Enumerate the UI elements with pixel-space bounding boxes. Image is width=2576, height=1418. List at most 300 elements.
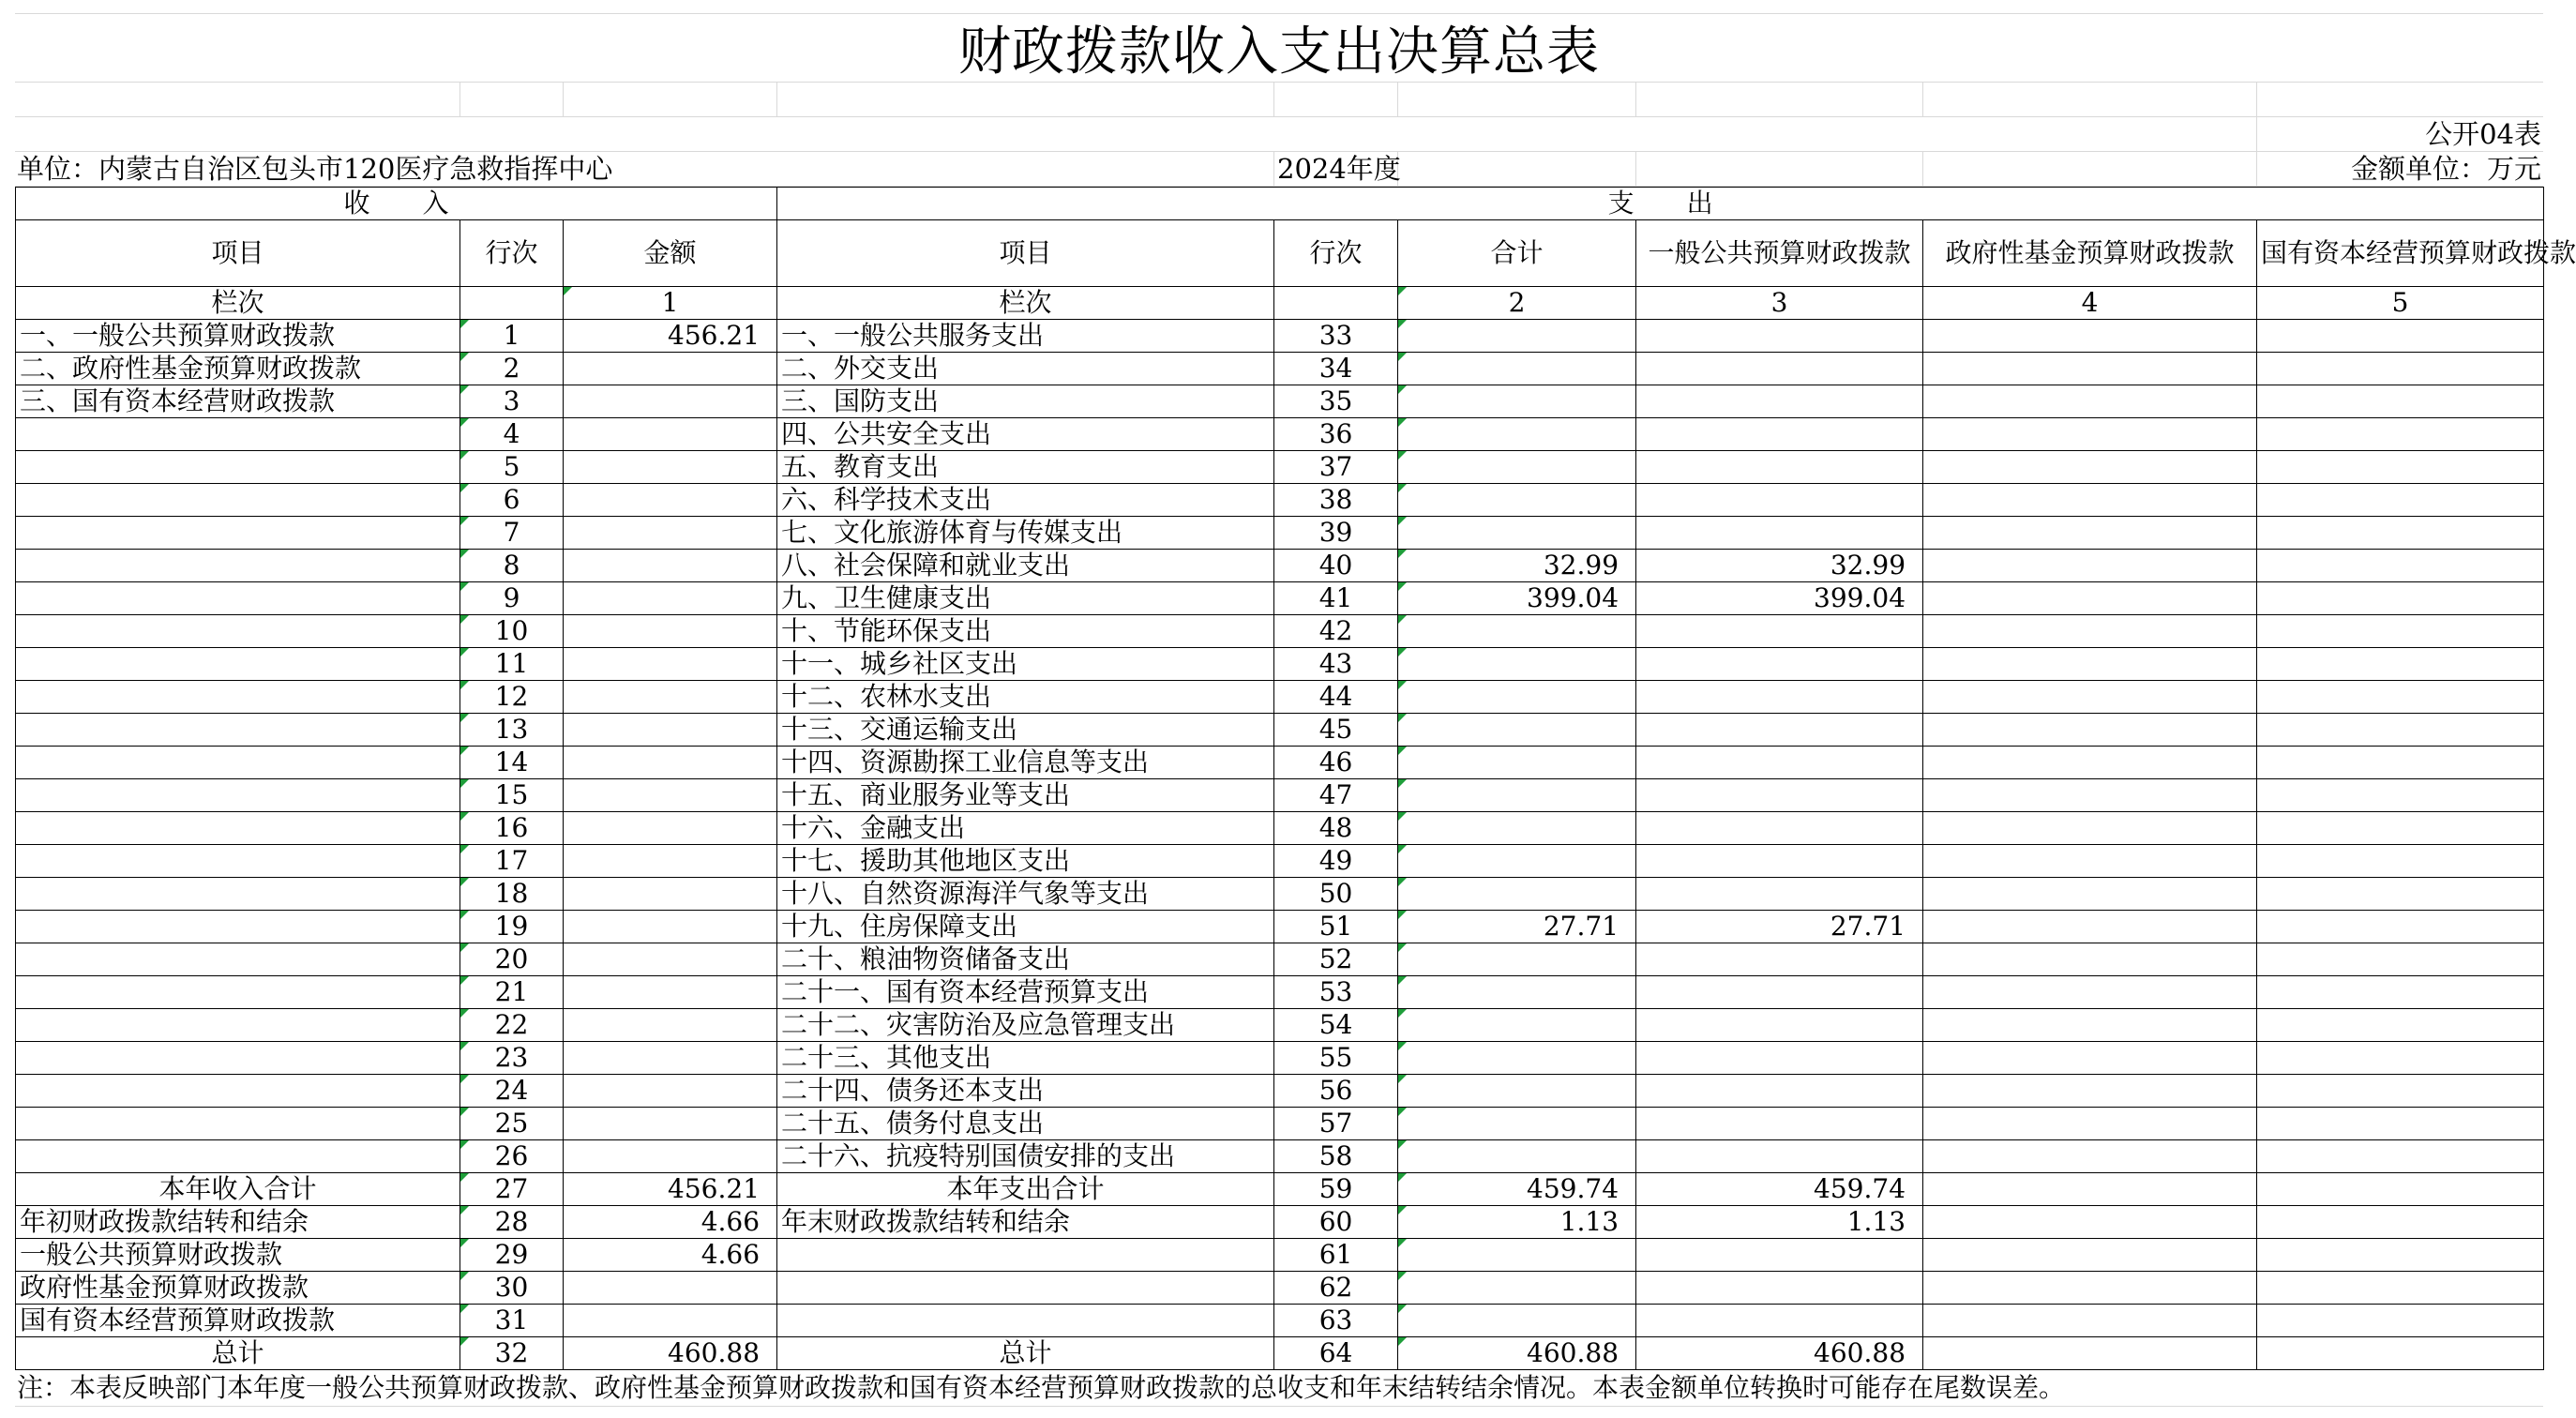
expense-state-capital-budget	[2257, 1173, 2544, 1206]
income-line-no: 3	[460, 385, 564, 418]
col-row-label: 栏次	[16, 287, 460, 320]
form-number: 公开04表	[2425, 118, 2541, 150]
expense-line-no: 33	[1274, 320, 1398, 353]
income-item	[16, 943, 460, 976]
income-line-no: 28	[460, 1206, 564, 1239]
income-amount	[564, 550, 777, 582]
table-row	[16, 714, 2544, 747]
income-item: 政府性基金预算财政拨款	[16, 1272, 460, 1305]
expense-line-no: 54	[1274, 1009, 1398, 1042]
expense-total	[1398, 1075, 1636, 1108]
expense-fund-budget	[1923, 1009, 2257, 1042]
expense-item: 十、节能环保支出	[777, 615, 1274, 648]
expense-item: 三、国防支出	[777, 385, 1274, 418]
expense-state-capital-budget	[2257, 1272, 2544, 1305]
expense-line-no: 52	[1274, 943, 1398, 976]
expense-general-budget	[1636, 648, 1923, 681]
expense-state-capital-budget	[2257, 1009, 2544, 1042]
table-row	[16, 1337, 2544, 1370]
expense-general-budget	[1636, 484, 1923, 517]
expense-line-no: 60	[1274, 1206, 1398, 1239]
income-line-no: 11	[460, 648, 564, 681]
expense-total	[1398, 648, 1636, 681]
expense-state-capital-budget	[2257, 582, 2544, 615]
expense-state-capital-budget	[2257, 615, 2544, 648]
form-number-row	[15, 117, 2543, 152]
table-row	[16, 747, 2544, 779]
expense-total	[1398, 353, 1636, 385]
expense-fund-budget	[1923, 451, 2257, 484]
income-amount: 456.21	[564, 1173, 777, 1206]
table-row	[16, 845, 2544, 878]
expense-state-capital-budget	[2257, 1239, 2544, 1272]
expense-general-budget: 459.74	[1636, 1173, 1923, 1206]
expense-fund-budget	[1923, 779, 2257, 812]
income-amount	[564, 1075, 777, 1108]
income-line-no: 13	[460, 714, 564, 747]
expense-general-budget	[1636, 517, 1923, 550]
expense-fund-budget	[1923, 1140, 2257, 1173]
income-item	[16, 1009, 460, 1042]
expense-line-no: 49	[1274, 845, 1398, 878]
expense-line-no: 35	[1274, 385, 1398, 418]
expense-line-no: 34	[1274, 353, 1398, 385]
table-row	[16, 582, 2544, 615]
expense-general-budget	[1636, 878, 1923, 911]
expense-total	[1398, 714, 1636, 747]
income-line-no: 9	[460, 582, 564, 615]
amount-unit: 金额单位：万元	[2350, 153, 2541, 185]
income-amount	[564, 648, 777, 681]
expense-general-budget	[1636, 1305, 1923, 1337]
expense-state-capital-budget	[2257, 517, 2544, 550]
col-row-total-no: 2	[1398, 287, 1636, 320]
income-amount	[564, 878, 777, 911]
income-item: 年初财政拨款结转和结余	[16, 1206, 460, 1239]
expense-state-capital-budget	[2257, 779, 2544, 812]
income-line-no: 20	[460, 943, 564, 976]
income-line-no: 8	[460, 550, 564, 582]
expense-item: 七、文化旅游体育与传媒支出	[777, 517, 1274, 550]
table-row	[16, 648, 2544, 681]
expense-general-budget	[1636, 320, 1923, 353]
expense-state-capital-budget	[2257, 1140, 2544, 1173]
expense-fund-budget	[1923, 418, 2257, 451]
expense-fund-budget	[1923, 550, 2257, 582]
income-line-no: 22	[460, 1009, 564, 1042]
expense-fund-budget	[1923, 976, 2257, 1009]
table-row	[16, 943, 2544, 976]
income-amount	[564, 385, 777, 418]
expense-line-no: 44	[1274, 681, 1398, 714]
expense-total	[1398, 1140, 1636, 1173]
expense-fund-budget	[1923, 320, 2257, 353]
income-line-no: 7	[460, 517, 564, 550]
expense-line-no: 46	[1274, 747, 1398, 779]
col-row-fund-no: 4	[1923, 287, 2257, 320]
expense-general-budget	[1636, 385, 1923, 418]
income-item: 国有资本经营预算财政拨款	[16, 1305, 460, 1337]
expense-fund-budget	[1923, 1337, 2257, 1370]
expense-fund-budget	[1923, 648, 2257, 681]
expense-line-no: 41	[1274, 582, 1398, 615]
expense-item: 六、科学技术支出	[777, 484, 1274, 517]
income-item	[16, 582, 460, 615]
expense-state-capital-budget	[2257, 1108, 2544, 1140]
expense-total	[1398, 681, 1636, 714]
expense-item: 二十二、灾害防治及应急管理支出	[777, 1009, 1274, 1042]
expense-item: 十一、城乡社区支出	[777, 648, 1274, 681]
expense-general-budget	[1636, 747, 1923, 779]
expense-fund-budget	[1923, 747, 2257, 779]
income-item	[16, 615, 460, 648]
table-row	[16, 451, 2544, 484]
expense-fund-budget	[1923, 812, 2257, 845]
table-row	[16, 976, 2544, 1009]
table-row	[16, 1140, 2544, 1173]
expense-item: 二十六、抗疫特别国债安排的支出	[777, 1140, 1274, 1173]
table-row	[16, 1272, 2544, 1305]
table-row	[16, 320, 2544, 353]
expense-total: 459.74	[1398, 1173, 1636, 1206]
header-expense-item: 项目	[777, 220, 1274, 287]
income-item	[16, 714, 460, 747]
income-amount	[564, 976, 777, 1009]
income-item: 一、一般公共预算财政拨款	[16, 320, 460, 353]
header-income-amount: 金额	[564, 220, 777, 287]
expense-item: 四、公共安全支出	[777, 418, 1274, 451]
income-item	[16, 1075, 460, 1108]
expense-general-budget: 399.04	[1636, 582, 1923, 615]
expense-general-budget: 1.13	[1636, 1206, 1923, 1239]
table-row	[16, 550, 2544, 582]
expense-item: 二十、粮油物资储备支出	[777, 943, 1274, 976]
income-amount: 4.66	[564, 1206, 777, 1239]
col-row-state-no: 5	[2257, 287, 2544, 320]
expense-general-budget	[1636, 1272, 1923, 1305]
expense-fund-budget	[1923, 911, 2257, 943]
expense-item: 二十三、其他支出	[777, 1042, 1274, 1075]
income-item: 本年收入合计	[16, 1173, 460, 1206]
expense-total	[1398, 878, 1636, 911]
col-row-exp-label: 栏次	[777, 287, 1274, 320]
income-item	[16, 1140, 460, 1173]
column-header-row	[16, 220, 2544, 287]
expense-line-no: 53	[1274, 976, 1398, 1009]
income-line-no: 27	[460, 1173, 564, 1206]
expense-total	[1398, 451, 1636, 484]
expense-state-capital-budget	[2257, 320, 2544, 353]
expense-item: 年末财政拨款结转和结余	[777, 1206, 1274, 1239]
income-amount	[564, 1108, 777, 1140]
expense-item: 十九、住房保障支出	[777, 911, 1274, 943]
expense-line-no: 50	[1274, 878, 1398, 911]
footnote: 注：本表反映部门本年度一般公共预算财政拨款、政府性基金预算财政拨款和国有资本经营预算财政拨款的总收支和年末结转结余情况。本表金额单位转换时可能存在尾数误差。	[15, 1370, 2543, 1407]
expense-general-budget	[1636, 779, 1923, 812]
table-row	[16, 1206, 2544, 1239]
expense-item: 十八、自然资源海洋气象等支出	[777, 878, 1274, 911]
expense-item: 十七、援助其他地区支出	[777, 845, 1274, 878]
income-line-no: 14	[460, 747, 564, 779]
header-general-budget: 一般公共预算财政拨款	[1636, 220, 1923, 287]
expense-general-budget	[1636, 451, 1923, 484]
expense-total: 460.88	[1398, 1337, 1636, 1370]
income-amount	[564, 582, 777, 615]
expense-state-capital-budget	[2257, 484, 2544, 517]
table-row	[16, 681, 2544, 714]
expense-item: 十三、交通运输支出	[777, 714, 1274, 747]
column-number-row	[16, 287, 2544, 320]
expense-state-capital-budget	[2257, 1206, 2544, 1239]
expense-total: 1.13	[1398, 1206, 1636, 1239]
expense-line-no: 61	[1274, 1239, 1398, 1272]
income-amount	[564, 714, 777, 747]
expense-line-no: 63	[1274, 1305, 1398, 1337]
col-row-blank	[460, 287, 564, 320]
income-line-no: 29	[460, 1239, 564, 1272]
expense-total	[1398, 779, 1636, 812]
expense-item: 五、教育支出	[777, 451, 1274, 484]
expense-general-budget	[1636, 943, 1923, 976]
expense-total	[1398, 1009, 1636, 1042]
income-amount	[564, 517, 777, 550]
expense-state-capital-budget	[2257, 1305, 2544, 1337]
expense-item: 二十四、债务还本支出	[777, 1075, 1274, 1108]
spreadsheet	[15, 13, 2576, 1407]
expense-line-no: 45	[1274, 714, 1398, 747]
expense-general-budget	[1636, 812, 1923, 845]
income-item	[16, 484, 460, 517]
income-line-no: 23	[460, 1042, 564, 1075]
expense-state-capital-budget	[2257, 1075, 2544, 1108]
expense-fund-budget	[1923, 681, 2257, 714]
expense-general-budget	[1636, 418, 1923, 451]
table-row	[16, 517, 2544, 550]
expense-fund-budget	[1923, 943, 2257, 976]
income-amount	[564, 1009, 777, 1042]
income-item: 一般公共预算财政拨款	[16, 1239, 460, 1272]
income-line-no: 30	[460, 1272, 564, 1305]
expense-total	[1398, 747, 1636, 779]
expense-state-capital-budget	[2257, 648, 2544, 681]
report-year: 2024年度	[1277, 153, 1401, 185]
expense-general-budget	[1636, 1239, 1923, 1272]
expense-general-budget	[1636, 845, 1923, 878]
income-item	[16, 550, 460, 582]
expense-state-capital-budget	[2257, 845, 2544, 878]
expense-line-no: 55	[1274, 1042, 1398, 1075]
table-row	[16, 1108, 2544, 1140]
expense-general-budget	[1636, 1042, 1923, 1075]
income-amount	[564, 911, 777, 943]
expense-fund-budget	[1923, 1075, 2257, 1108]
header-income-item: 项目	[16, 220, 460, 287]
expense-item: 八、社会保障和就业支出	[777, 550, 1274, 582]
expense-state-capital-budget	[2257, 911, 2544, 943]
income-line-no: 17	[460, 845, 564, 878]
expense-total	[1398, 385, 1636, 418]
expense-general-budget	[1636, 714, 1923, 747]
table-row	[16, 1239, 2544, 1272]
expense-line-no: 38	[1274, 484, 1398, 517]
expense-state-capital-budget	[2257, 1042, 2544, 1075]
income-line-no: 25	[460, 1108, 564, 1140]
income-amount	[564, 812, 777, 845]
expense-total	[1398, 615, 1636, 648]
col-row-exp-blank	[1274, 287, 1398, 320]
expense-item: 九、卫生健康支出	[777, 582, 1274, 615]
expense-state-capital-budget	[2257, 385, 2544, 418]
income-line-no: 1	[460, 320, 564, 353]
expense-line-no: 36	[1274, 418, 1398, 451]
expense-line-no: 40	[1274, 550, 1398, 582]
income-line-no: 31	[460, 1305, 564, 1337]
income-amount	[564, 1042, 777, 1075]
expense-general-budget	[1636, 1108, 1923, 1140]
income-amount: 456.21	[564, 320, 777, 353]
expense-line-no: 57	[1274, 1108, 1398, 1140]
table-row	[16, 1305, 2544, 1337]
expense-fund-budget	[1923, 1239, 2257, 1272]
expense-item	[777, 1272, 1274, 1305]
expense-fund-budget	[1923, 582, 2257, 615]
expense-item: 十二、农林水支出	[777, 681, 1274, 714]
income-line-no: 18	[460, 878, 564, 911]
income-item	[16, 845, 460, 878]
expense-fund-budget	[1923, 1173, 2257, 1206]
income-amount	[564, 1272, 777, 1305]
table-row	[16, 1042, 2544, 1075]
income-amount	[564, 943, 777, 976]
income-item: 三、国有资本经营财政拨款	[16, 385, 460, 418]
col-row-general-no: 3	[1636, 287, 1923, 320]
expense-item: 本年支出合计	[777, 1173, 1274, 1206]
expense-state-capital-budget	[2257, 747, 2544, 779]
expense-fund-budget	[1923, 385, 2257, 418]
income-line-no: 16	[460, 812, 564, 845]
table-row	[16, 1075, 2544, 1108]
expense-fund-budget	[1923, 1042, 2257, 1075]
expense-item: 二十一、国有资本经营预算支出	[777, 976, 1274, 1009]
expense-total: 32.99	[1398, 550, 1636, 582]
expense-fund-budget	[1923, 714, 2257, 747]
expense-item: 二十五、债务付息支出	[777, 1108, 1274, 1140]
expense-state-capital-budget	[2257, 681, 2544, 714]
expense-total	[1398, 1239, 1636, 1272]
expense-total	[1398, 845, 1636, 878]
header-income-line: 行次	[460, 220, 564, 287]
income-line-no: 19	[460, 911, 564, 943]
header-total: 合计	[1398, 220, 1636, 287]
income-amount	[564, 845, 777, 878]
expense-total	[1398, 484, 1636, 517]
report-title: 财政拨款收入支出决算总表	[15, 13, 2543, 83]
expense-fund-budget	[1923, 517, 2257, 550]
income-section-header: 收 入	[16, 188, 777, 220]
expense-item: 一、一般公共服务支出	[777, 320, 1274, 353]
expense-total	[1398, 320, 1636, 353]
expense-item	[777, 1239, 1274, 1272]
expense-total	[1398, 1272, 1636, 1305]
expense-state-capital-budget	[2257, 451, 2544, 484]
blank-grid-row	[15, 83, 2543, 117]
income-line-no: 2	[460, 353, 564, 385]
income-item	[16, 812, 460, 845]
expense-total	[1398, 812, 1636, 845]
header-fund-budget: 政府性基金预算财政拨款	[1923, 220, 2257, 287]
expense-item: 二、外交支出	[777, 353, 1274, 385]
expense-general-budget: 27.71	[1636, 911, 1923, 943]
income-item	[16, 648, 460, 681]
income-line-no: 24	[460, 1075, 564, 1108]
income-item: 二、政府性基金预算财政拨款	[16, 353, 460, 385]
expense-total: 399.04	[1398, 582, 1636, 615]
expense-total	[1398, 1108, 1636, 1140]
expense-total: 27.71	[1398, 911, 1636, 943]
expense-line-no: 42	[1274, 615, 1398, 648]
table-row	[16, 1009, 2544, 1042]
budget-table	[15, 187, 2576, 1370]
income-amount	[564, 353, 777, 385]
expense-fund-budget	[1923, 878, 2257, 911]
income-item	[16, 517, 460, 550]
expense-general-budget	[1636, 976, 1923, 1009]
expense-line-no: 37	[1274, 451, 1398, 484]
expense-item: 十五、商业服务业等支出	[777, 779, 1274, 812]
expense-line-no: 58	[1274, 1140, 1398, 1173]
income-line-no: 32	[460, 1337, 564, 1370]
expense-line-no: 62	[1274, 1272, 1398, 1305]
header-state-capital-budget: 国有资本经营预算财政拨款	[2257, 220, 2544, 287]
expense-general-budget	[1636, 681, 1923, 714]
income-item	[16, 747, 460, 779]
expense-general-budget	[1636, 1140, 1923, 1173]
section-header-row	[16, 188, 2544, 220]
expense-total	[1398, 418, 1636, 451]
income-line-no: 15	[460, 779, 564, 812]
expense-general-budget	[1636, 1075, 1923, 1108]
income-amount: 4.66	[564, 1239, 777, 1272]
income-line-no: 5	[460, 451, 564, 484]
expense-general-budget	[1636, 353, 1923, 385]
expense-fund-budget	[1923, 1272, 2257, 1305]
income-item	[16, 1042, 460, 1075]
table-row	[16, 779, 2544, 812]
expense-state-capital-budget	[2257, 878, 2544, 911]
income-line-no: 21	[460, 976, 564, 1009]
expense-fund-budget	[1923, 845, 2257, 878]
income-amount	[564, 1305, 777, 1337]
expense-general-budget	[1636, 615, 1923, 648]
expense-fund-budget	[1923, 484, 2257, 517]
expense-item: 十四、资源勘探工业信息等支出	[777, 747, 1274, 779]
income-item	[16, 1108, 460, 1140]
expense-general-budget: 32.99	[1636, 550, 1923, 582]
expense-fund-budget	[1923, 615, 2257, 648]
income-amount	[564, 779, 777, 812]
income-item	[16, 418, 460, 451]
income-amount: 460.88	[564, 1337, 777, 1370]
expense-line-no: 56	[1274, 1075, 1398, 1108]
expense-total	[1398, 943, 1636, 976]
table-row	[16, 385, 2544, 418]
expense-fund-budget	[1923, 1206, 2257, 1239]
table-row	[16, 615, 2544, 648]
table-row	[16, 878, 2544, 911]
table-row	[16, 911, 2544, 943]
income-line-no: 26	[460, 1140, 564, 1173]
expense-section-header: 支 出	[777, 188, 2544, 220]
